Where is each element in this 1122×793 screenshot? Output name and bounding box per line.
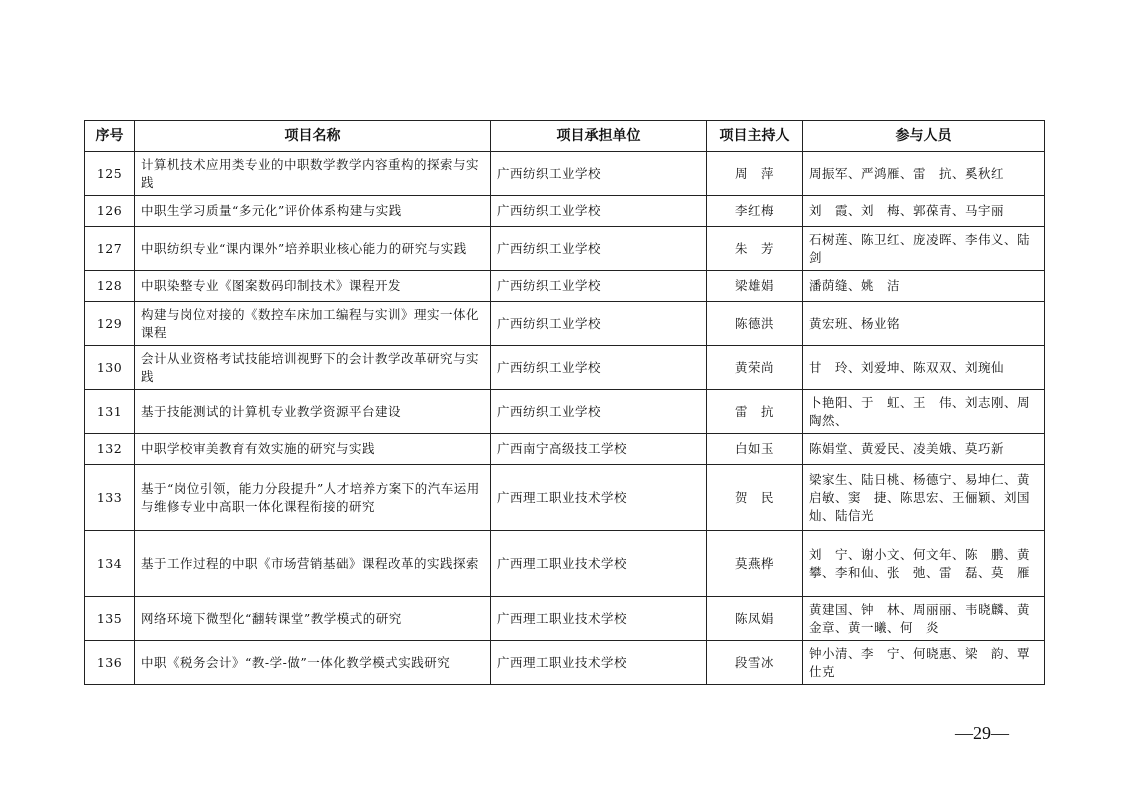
table-row — [85, 271, 1045, 302]
row-num: 136 — [85, 641, 135, 685]
row-num: 134 — [85, 531, 135, 597]
row-unit: 广西理工职业技术学校 — [491, 465, 707, 531]
header-unit: 项目承担单位 — [491, 121, 707, 152]
row-members: 刘 霞、刘 梅、郭葆青、马宇丽 — [803, 196, 1045, 227]
table-row — [85, 302, 1045, 346]
row-unit: 广西理工职业技术学校 — [491, 597, 707, 641]
row-unit: 广西纺织工业学校 — [491, 196, 707, 227]
header-project-name: 项目名称 — [135, 121, 491, 152]
row-project-name: 基于“岗位引领，能力分段提升”人才培养方案下的汽车运用与维修专业中高职一体化课程衔接的研究 — [135, 465, 491, 531]
table-row — [85, 227, 1045, 271]
table-row — [85, 597, 1045, 641]
row-unit: 广西纺织工业学校 — [491, 227, 707, 271]
row-project-name: 构建与岗位对接的《数控车床加工编程与实训》理实一体化课程 — [135, 302, 491, 346]
row-project-name: 计算机技术应用类专业的中职数学教学内容重构的探索与实践 — [135, 152, 491, 196]
row-unit: 广西理工职业技术学校 — [491, 641, 707, 685]
row-members: 钟小清、李 宁、何晓惠、梁 韵、覃仕克 — [803, 641, 1045, 685]
table-row — [85, 196, 1045, 227]
row-members: 潘荫缝、姚 洁 — [803, 271, 1045, 302]
row-members: 黄宏班、杨业铭 — [803, 302, 1045, 346]
row-unit: 广西理工职业技术学校 — [491, 531, 707, 597]
row-members: 石树莲、陈卫红、庞凌晖、李伟义、陆 剑 — [803, 227, 1045, 271]
row-project-name: 中职纺织专业“课内课外”培养职业核心能力的研究与实践 — [135, 227, 491, 271]
row-host: 梁雄娟 — [707, 271, 803, 302]
row-host: 周 萍 — [707, 152, 803, 196]
row-host: 段雪冰 — [707, 641, 803, 685]
table-row — [85, 346, 1045, 390]
row-host: 陈德洪 — [707, 302, 803, 346]
header-num: 序号 — [85, 121, 135, 152]
table-header-row — [85, 121, 1045, 152]
row-unit: 广西纺织工业学校 — [491, 271, 707, 302]
row-num: 130 — [85, 346, 135, 390]
row-num: 128 — [85, 271, 135, 302]
row-members: 梁家生、陆日桃、杨德宁、易坤仁、黄启敏、窦 捷、陈思宏、王俪颖、刘国灿、陆信光 — [803, 465, 1045, 531]
project-table — [84, 120, 1045, 685]
row-host: 贺 民 — [707, 465, 803, 531]
row-unit: 广西纺织工业学校 — [491, 346, 707, 390]
row-host: 李红梅 — [707, 196, 803, 227]
table-row — [85, 434, 1045, 465]
row-members: 卜艳阳、于 虹、王 伟、刘志刚、周陶然、 — [803, 390, 1045, 434]
row-project-name: 中职生学习质量“多元化”评价体系构建与实践 — [135, 196, 491, 227]
row-members: 周振军、严鸿雁、雷 抗、奚秋红 — [803, 152, 1045, 196]
row-unit: 广西纺织工业学校 — [491, 390, 707, 434]
row-num: 127 — [85, 227, 135, 271]
row-host: 黄荣尚 — [707, 346, 803, 390]
row-unit: 广西纺织工业学校 — [491, 302, 707, 346]
page-number: —29— — [955, 723, 1009, 743]
table-row — [85, 531, 1045, 597]
header-members: 参与人员 — [803, 121, 1045, 152]
row-num: 133 — [85, 465, 135, 531]
row-members: 陈娟堂、黄爱民、凌美娥、莫巧新 — [803, 434, 1045, 465]
row-num: 126 — [85, 196, 135, 227]
row-num: 129 — [85, 302, 135, 346]
row-members: 黄建国、钟 林、周丽丽、韦晓麟、黄金章、黄一曦、何 炎 — [803, 597, 1045, 641]
row-project-name: 基于工作过程的中职《市场营销基础》课程改革的实践探索 — [135, 531, 491, 597]
row-host: 白如玉 — [707, 434, 803, 465]
row-members: 刘 宁、谢小文、何文年、陈 鹏、黄 攀、李和仙、张 弛、雷 磊、莫 雁 — [803, 531, 1045, 597]
row-project-name: 基于技能测试的计算机专业教学资源平台建设 — [135, 390, 491, 434]
row-num: 132 — [85, 434, 135, 465]
header-host: 项目主持人 — [707, 121, 803, 152]
row-host: 陈凤娟 — [707, 597, 803, 641]
row-project-name: 中职《税务会计》“教-学-做”一体化教学模式实践研究 — [135, 641, 491, 685]
table-row — [85, 152, 1045, 196]
row-members: 甘 玲、刘爱坤、陈双双、刘琬仙 — [803, 346, 1045, 390]
row-host: 雷 抗 — [707, 390, 803, 434]
row-project-name: 会计从业资格考试技能培训视野下的会计教学改革研究与实践 — [135, 346, 491, 390]
table-row — [85, 465, 1045, 531]
row-project-name: 网络环境下微型化“翻转课堂”教学模式的研究 — [135, 597, 491, 641]
row-num: 135 — [85, 597, 135, 641]
row-num: 125 — [85, 152, 135, 196]
row-unit: 广西纺织工业学校 — [491, 152, 707, 196]
row-project-name: 中职学校审美教育有效实施的研究与实践 — [135, 434, 491, 465]
table-row — [85, 390, 1045, 434]
row-host: 朱 芳 — [707, 227, 803, 271]
row-project-name: 中职染整专业《图案数码印制技术》课程开发 — [135, 271, 491, 302]
table-row — [85, 641, 1045, 685]
row-num: 131 — [85, 390, 135, 434]
row-unit: 广西南宁高级技工学校 — [491, 434, 707, 465]
row-host: 莫燕桦 — [707, 531, 803, 597]
